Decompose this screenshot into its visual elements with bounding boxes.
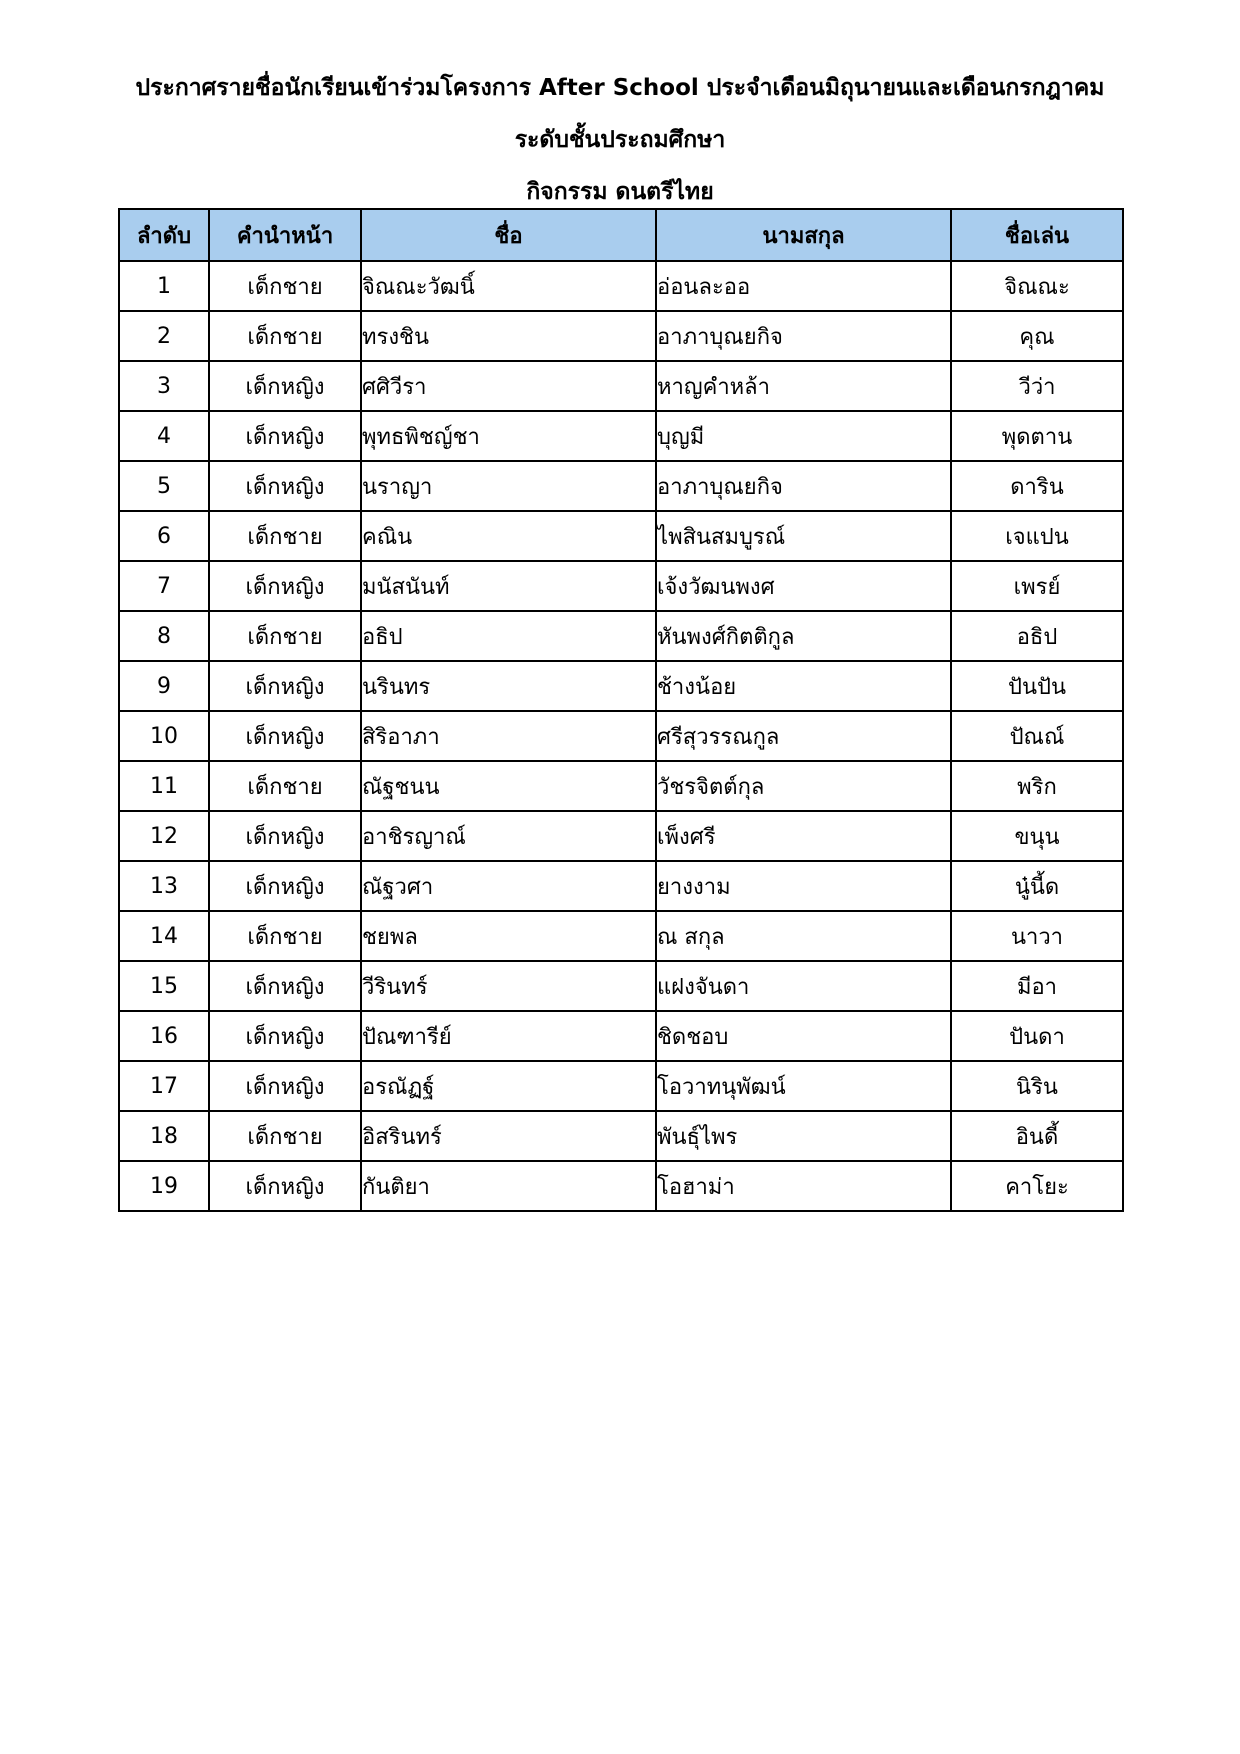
prefix-cell: เด็กชาย [209,311,361,361]
activity-title: กิจกรรม ดนตรีไทย [526,179,714,205]
education-level-title: ระดับชั้นประถมศึกษา [514,127,726,153]
nickname-cell: นู๋นี้ด [951,861,1123,911]
prefix-cell: เด็กชาย [209,511,361,561]
document-header [0,62,1240,218]
last-name-cell: บุญมี [656,411,951,461]
nickname-cell: นาวา [951,911,1123,961]
nickname-cell: อธิป [951,611,1123,661]
nickname-cell: คุณ [951,311,1123,361]
first-name-cell: อิสรินทร์ [361,1111,656,1161]
order-cell: 11 [119,761,209,811]
announcement-title: ประกาศรายชื่อนักเรียนเข้าร่วมโครงการ After School ประจำเดือนมิถุนายนและเดือนกรกฎาคม [135,75,1105,101]
table-row [119,711,1123,761]
nickname-cell: มีอา [951,961,1123,1011]
table-row [119,261,1123,311]
first-name-cell: อรณัฏฐ์ [361,1061,656,1111]
nickname-cell: ปันปัน [951,661,1123,711]
table-row [119,311,1123,361]
last-name-cell: ณ สกุล [656,911,951,961]
last-name-cell: ศรีสุวรรณกูล [656,711,951,761]
nickname-cell: วีว่า [951,361,1123,411]
table-header-row [119,209,1123,261]
order-cell: 1 [119,261,209,311]
order-cell: 2 [119,311,209,361]
table-row [119,911,1123,961]
table-row [119,1061,1123,1111]
table-row [119,1161,1123,1211]
last-name-cell: ช้างน้อย [656,661,951,711]
order-cell: 6 [119,511,209,561]
order-cell: 13 [119,861,209,911]
order-cell: 9 [119,661,209,711]
prefix-cell: เด็กหญิง [209,1161,361,1211]
first-name-cell: สิริอาภา [361,711,656,761]
order-cell: 5 [119,461,209,511]
last-name-cell: ไพสินสมบูรณ์ [656,511,951,561]
nickname-cell: จิณณะ [951,261,1123,311]
nickname-cell: นิริน [951,1061,1123,1111]
last-name-cell: หันพงศ์กิตติกูล [656,611,951,661]
last-name-cell: เพ็งศรี [656,811,951,861]
order-cell: 17 [119,1061,209,1111]
first-name-cell: อาชิรญาณ์ [361,811,656,861]
first-name-cell: ณัฐชนน [361,761,656,811]
nickname-cell: พุดตาน [951,411,1123,461]
order-cell: 4 [119,411,209,461]
last-name-cell: อาภาบุณยกิจ [656,461,951,511]
first-name-cell: ปัณฑารีย์ [361,1011,656,1061]
order-cell: 12 [119,811,209,861]
order-cell: 7 [119,561,209,611]
first-name-cell: อธิป [361,611,656,661]
order-cell: 19 [119,1161,209,1211]
first-name-cell: ชยพล [361,911,656,961]
order-cell: 16 [119,1011,209,1061]
prefix-cell: เด็กหญิง [209,661,361,711]
first-name-cell: นราญา [361,461,656,511]
first-name-cell: มนัสนันท์ [361,561,656,611]
table-row [119,611,1123,661]
first-name-cell: นรินทร [361,661,656,711]
header-nickname: ชื่อเล่น [951,209,1123,261]
header-prefix: คำนำหน้า [209,209,361,261]
first-name-cell: ศศิวีรา [361,361,656,411]
last-name-cell: อาภาบุณยกิจ [656,311,951,361]
prefix-cell: เด็กชาย [209,761,361,811]
nickname-cell: ดาริน [951,461,1123,511]
last-name-cell: เจ้งวัฒนพงศ [656,561,951,611]
nickname-cell: ปันดา [951,1011,1123,1061]
first-name-cell: พุทธพิชญ์ชา [361,411,656,461]
table-row [119,461,1123,511]
order-cell: 15 [119,961,209,1011]
table-row [119,661,1123,711]
order-cell: 10 [119,711,209,761]
order-cell: 8 [119,611,209,661]
last-name-cell: ยางงาม [656,861,951,911]
order-cell: 14 [119,911,209,961]
first-name-cell: คณิน [361,511,656,561]
table-row [119,811,1123,861]
nickname-cell: เพรย์ [951,561,1123,611]
prefix-cell: เด็กหญิง [209,361,361,411]
table-row [119,961,1123,1011]
table-row [119,1011,1123,1061]
first-name-cell: กันติยา [361,1161,656,1211]
prefix-cell: เด็กชาย [209,1111,361,1161]
prefix-cell: เด็กหญิง [209,711,361,761]
prefix-cell: เด็กหญิง [209,811,361,861]
table-row [119,1111,1123,1161]
student-roster-table [118,208,1124,1212]
last-name-cell: โอฮาม่า [656,1161,951,1211]
last-name-cell: หาญคำหล้า [656,361,951,411]
header-order: ลำดับ [119,209,209,261]
last-name-cell: วัชรจิตต์กุล [656,761,951,811]
order-cell: 18 [119,1111,209,1161]
table-row [119,361,1123,411]
last-name-cell: พันธุ์ไพร [656,1111,951,1161]
prefix-cell: เด็กหญิง [209,461,361,511]
nickname-cell: เจแปน [951,511,1123,561]
prefix-cell: เด็กหญิง [209,861,361,911]
table-row [119,761,1123,811]
table-row [119,861,1123,911]
table-row [119,411,1123,461]
prefix-cell: เด็กหญิง [209,561,361,611]
last-name-cell: แฝงจันดา [656,961,951,1011]
nickname-cell: พริก [951,761,1123,811]
prefix-cell: เด็กชาย [209,261,361,311]
header-first-name: ชื่อ [361,209,656,261]
nickname-cell: ปัณณ์ [951,711,1123,761]
table-row [119,561,1123,611]
header-last-name: นามสกุล [656,209,951,261]
nickname-cell: คาโยะ [951,1161,1123,1211]
last-name-cell: ชิดชอบ [656,1011,951,1061]
prefix-cell: เด็กหญิง [209,411,361,461]
nickname-cell: อินดี้ [951,1111,1123,1161]
table-row [119,511,1123,561]
table-body [119,261,1123,1211]
first-name-cell: ณัฐวศา [361,861,656,911]
first-name-cell: วีรินทร์ [361,961,656,1011]
last-name-cell: โอวาทนุพัฒน์ [656,1061,951,1111]
first-name-cell: ทรงชิน [361,311,656,361]
prefix-cell: เด็กหญิง [209,961,361,1011]
prefix-cell: เด็กชาย [209,611,361,661]
prefix-cell: เด็กชาย [209,911,361,961]
prefix-cell: เด็กหญิง [209,1061,361,1111]
last-name-cell: อ่อนละออ [656,261,951,311]
first-name-cell: จิณณะวัฒนิ์ [361,261,656,311]
nickname-cell: ขนุน [951,811,1123,861]
prefix-cell: เด็กหญิง [209,1011,361,1061]
order-cell: 3 [119,361,209,411]
